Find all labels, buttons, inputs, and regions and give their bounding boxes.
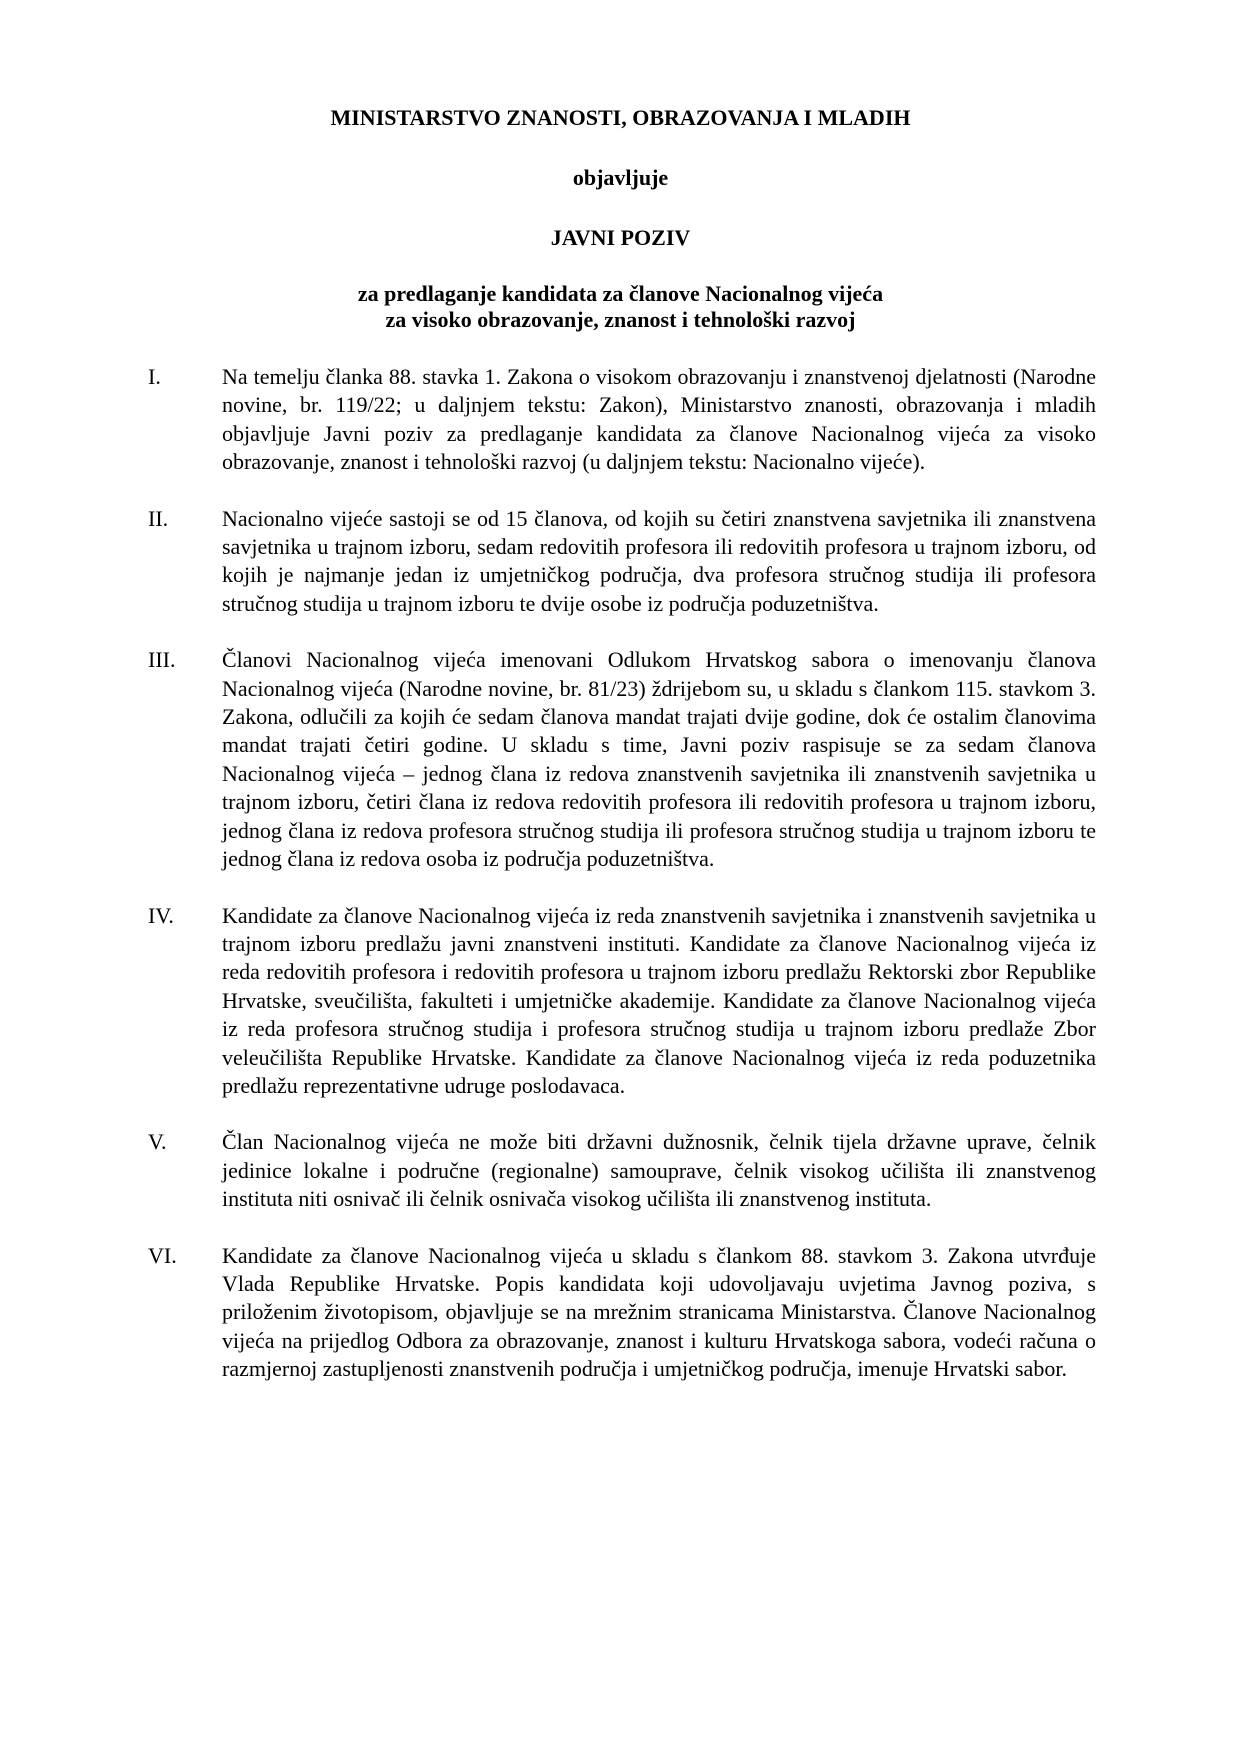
section-iv bbox=[0, 902, 1241, 1101]
section-numeral: II. bbox=[148, 505, 169, 531]
section-vi bbox=[0, 1242, 1241, 1384]
subtitle-line-2: za visoko obrazovanje, znanost i tehnološki razvoj bbox=[385, 307, 856, 332]
public-call-heading: JAVNI POZIV bbox=[550, 225, 691, 250]
section-iii bbox=[0, 646, 1241, 873]
section-ii bbox=[0, 505, 1241, 619]
announcement-intro: objavljuje bbox=[572, 165, 669, 190]
section-numeral: IV. bbox=[148, 902, 174, 928]
section-i bbox=[0, 363, 1241, 477]
section-text: Na temelju članka 88. stavka 1. Zakona o visokom obrazovanju i znanstvenoj djelatnosti (Narodne novine, br. 119/22; u daljnjem tekstu: Zakon), Ministarstvo znanosti, obrazovanja i mladih objavljuje Javni poziv za predlaganje kandidata za članove Nacionalnog vijeća za visoko obrazovanje, znanost i tehnološki razvoj (u daljnjem tekstu: Nacionalno vijeće). bbox=[222, 364, 1096, 475]
section-text: Član Nacionalnog vijeća ne može biti državni dužnosnik, čelnik tijela državne uprave, čelnik jedinice lokalne i područne (regionalne) samouprave, čelnik visokog učilišta ili znanstvenog instituta niti osnivač ili čelnik osnivača visokog učilišta ili znanstvenog instituta. bbox=[222, 1129, 1096, 1212]
section-numeral: I. bbox=[148, 364, 161, 389]
section-text: Nacionalno vijeće sastoji se od 15 članova, od kojih su četiri znanstvena savjetnika ili znanstvena savjetnika u trajnom izboru, sedam redovitih profesora ili redovitih profesora u trajnom izboru, od kojih je najmanje jedan iz umjetničkog područja, dva profesora stručnog studija ili profesora stručnog studija u trajnom izboru te dvije osobe iz područja poduzetništva. bbox=[222, 505, 1096, 616]
section-numeral: VI. bbox=[148, 1242, 177, 1268]
section-text: Kandidate za članove Nacionalnog vijeća u skladu s člankom 88. stavkom 3. Zakona utvrđuje Vlada Republike Hrvatske. Popis kandidata koji udovoljavaju uvjetima Javnog poziva, s priloženim životopisom, objavljuje se na mrežnim stranicama Ministarstva. Članove Nacionalnog vijeća na prijedlog Odbora za obrazovanje, znanost i kulturu Hrvatskoga sabora, vodeći računa o razmjernoj zastupljenosti znanstvenih područja i umjetničkog područja, imenuje Hrvatski sabor. bbox=[222, 1242, 1096, 1382]
section-numeral: V. bbox=[148, 1129, 167, 1155]
section-v bbox=[0, 1128, 1241, 1213]
section-numeral: III. bbox=[148, 647, 176, 673]
section-text: Članovi Nacionalnog vijeća imenovani Odlukom Hrvatskog sabora o imenovanju članova Nacionalnog vijeća (Narodne novine, br. 81/23) ždrijebom su, u skladu s člankom 115. stavkom 3. Zakona, odlučili za kojih će sedam članova mandat trajati dvije godine, dok će ostalim članovima mandat trajati četiri godine. U skladu s time, Javni poziv raspisuje se za sedam članova Nacionalnog vijeća – jednog člana iz redova znanstvenih savjetnika ili znanstvenih savjetnika u trajnom izboru, četiri člana iz redova redovitih profesora ili redovitih profesora u trajnom izboru, jednog člana iz redova profesora stručnog studija ili profesora stručnog studija u trajnom izboru te jednog člana iz redova osoba iz područja poduzetništva. bbox=[222, 647, 1096, 872]
sections-list bbox=[0, 363, 1241, 1412]
subtitle-line-1: za predlaganje kandidata za članove Nacionalnog vijeća bbox=[357, 281, 884, 306]
call-subtitle bbox=[0, 281, 1241, 333]
ministry-title: MINISTARSTVO ZNANOSTI, OBRAZOVANJA I MLADIH bbox=[330, 105, 911, 130]
section-text: Kandidate za članove Nacionalnog vijeća iz reda znanstvenih savjetnika i znanstvenih savjetnika u trajnom izboru predlažu javni znanstveni instituti. Kandidate za članove Nacionalnog vijeća iz reda redovitih profesora i redovitih profesora u trajnom izboru predlažu Rektorski zbor Republike Hrvatske, sveučilišta, fakulteti i umjetničke akademije. Kandidate za članove Nacionalnog vijeća iz reda profesora stručnog studija i profesora stručnog studija u trajnom izboru predlaže Zbor veleučilišta Republike Hrvatske. Kandidate za članove Nacionalnog vijeća iz reda poduzetnika predlažu reprezentativne udruge poslodavaca. bbox=[222, 902, 1096, 1098]
